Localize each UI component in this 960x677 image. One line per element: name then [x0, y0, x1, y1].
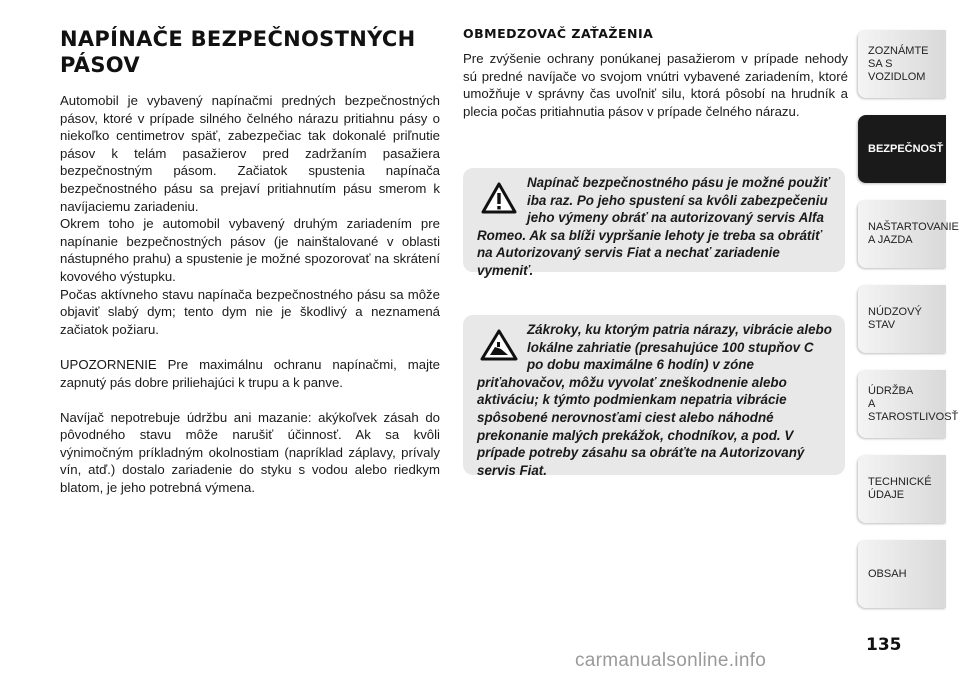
tab-obsah[interactable]: OBSAH	[858, 540, 946, 608]
paragraph-warning-note: UPOZORNENIE Pre maximálnu ochranu napínačmi, majte zapnutý pás dobre priliehajúci k trupu a k panve.	[60, 356, 440, 390]
paragraph-1: Automobil je vybavený napínačmi predných bezpečnostných pásov, ktoré v prípade silného čelného nárazu pritiahnu pásy o niekoľko centimetrov späť, zabezpečiac tak dokonalé priľnutie pásov k telám pasažierov pred zadržaním pasažiera bezpečnostným pásom. Začiatok spustenia napínača bezpečnostného pásu sa prejaví pritiahnutím pásu smerom k navíjaciemu zariadeniu.	[60, 93, 440, 214]
watermark: carmanualsonline.info	[575, 650, 767, 671]
caution-hand-icon	[477, 327, 521, 363]
left-column	[60, 26, 440, 497]
warning-text-1: Napínač bezpečnostného pásu je možné použiť iba raz. Po jeho spustení sa kvôli zabezpečeniu jeho výmeny obráť na autorizovaný servis Alfa Romeo. Ak sa blíži vypršanie lehoty je treba sa obrátiť na Autorizovaný servis Fiat a nechať zariadenie vymeniť.	[477, 175, 830, 278]
paragraph-3: Počas aktívneho stavu napínača bezpečnostného pásu sa môže objaviť slabý dym; tento dym nie je škodlivý a neznamená začiatok požiaru.	[60, 286, 440, 337]
right-column	[463, 26, 848, 120]
section-title-line2: PÁSOV	[60, 53, 140, 77]
subsection-heading: OBMEDZOVAČ ZAŤAŽENIA	[463, 26, 654, 41]
tab-bezpecnost[interactable]: BEZPEČNOSŤ	[858, 115, 946, 183]
page-number: 135	[866, 635, 902, 655]
section-body	[60, 92, 440, 497]
section-title	[60, 26, 440, 78]
warning-box-handling	[463, 315, 845, 478]
tab-udrzba[interactable]: ÚDRŽBA A STAROSTLIVOSŤ	[858, 370, 946, 438]
warning-text-2: Zákroky, ku ktorým patria nárazy, vibrácie alebo lokálne zahriatie (presahujúce 100 stupňov C po dobu maximálne 6 hodín) v zóne priťahovačov, môžu vyvolať zneškodnenie alebo aktiváciu; k týmto podmienkam nepatria vibrácie spôsobené nerovnosťami ciest alebo náhodné prekonanie malých prekážok, chodníkov, a pod. V prípade potreby zásahu sa obráťte na Autorizovaný servis Fiat.	[477, 322, 832, 478]
tab-zoznamte[interactable]: ZOZNÁMTE SA S VOZIDLOM	[858, 30, 946, 98]
tab-technicke-udaje[interactable]: TECHNICKÉ ÚDAJE	[858, 455, 946, 523]
section-title-line1: NAPÍNAČE BEZPEČNOSTNÝCH	[60, 27, 416, 51]
paragraph-maintenance: Navíjač nepotrebuje údržbu ani mazanie: akýkoľvek zásah do pôvodného stavu môže narušiť účinnosť. Ak sa kvôli výnimočným príkladným okolnostiam (napríklad záplavy, prívaly vín, atď.) dostalo zariadenie do styku s vodou alebo riedkym blatom, je jeho potrebná výmena.	[60, 409, 440, 496]
paragraph-2: Okrem toho je automobil vybavený druhým zariadením pre napínanie bezpečnostných pásov (je nainštalované v oblasti nástupného prahu) a spustenie je možné spozorovať na skrátení kovového výstupku.	[60, 216, 440, 284]
tab-nudzovy-stav[interactable]: NÚDZOVÝ STAV	[858, 285, 946, 353]
warning-triangle-icon	[477, 180, 521, 216]
subsection-paragraph: Pre zvýšenie ochrany ponúkanej pasažierom v prípade nehody sú predné navíjače vo svojom vnútri vybavené zariadením, ktoré umožňuje v správny čas uvoľniť silu, ktorá pôsobí na hrudník a plecia počas pritiahnutia pásov v prípade čelného nárazu.	[463, 51, 848, 119]
tab-nastartovanie[interactable]: NAŠTARTOVANIE A JAZDA	[858, 200, 946, 268]
warning-box-pretensioner	[463, 168, 845, 278]
